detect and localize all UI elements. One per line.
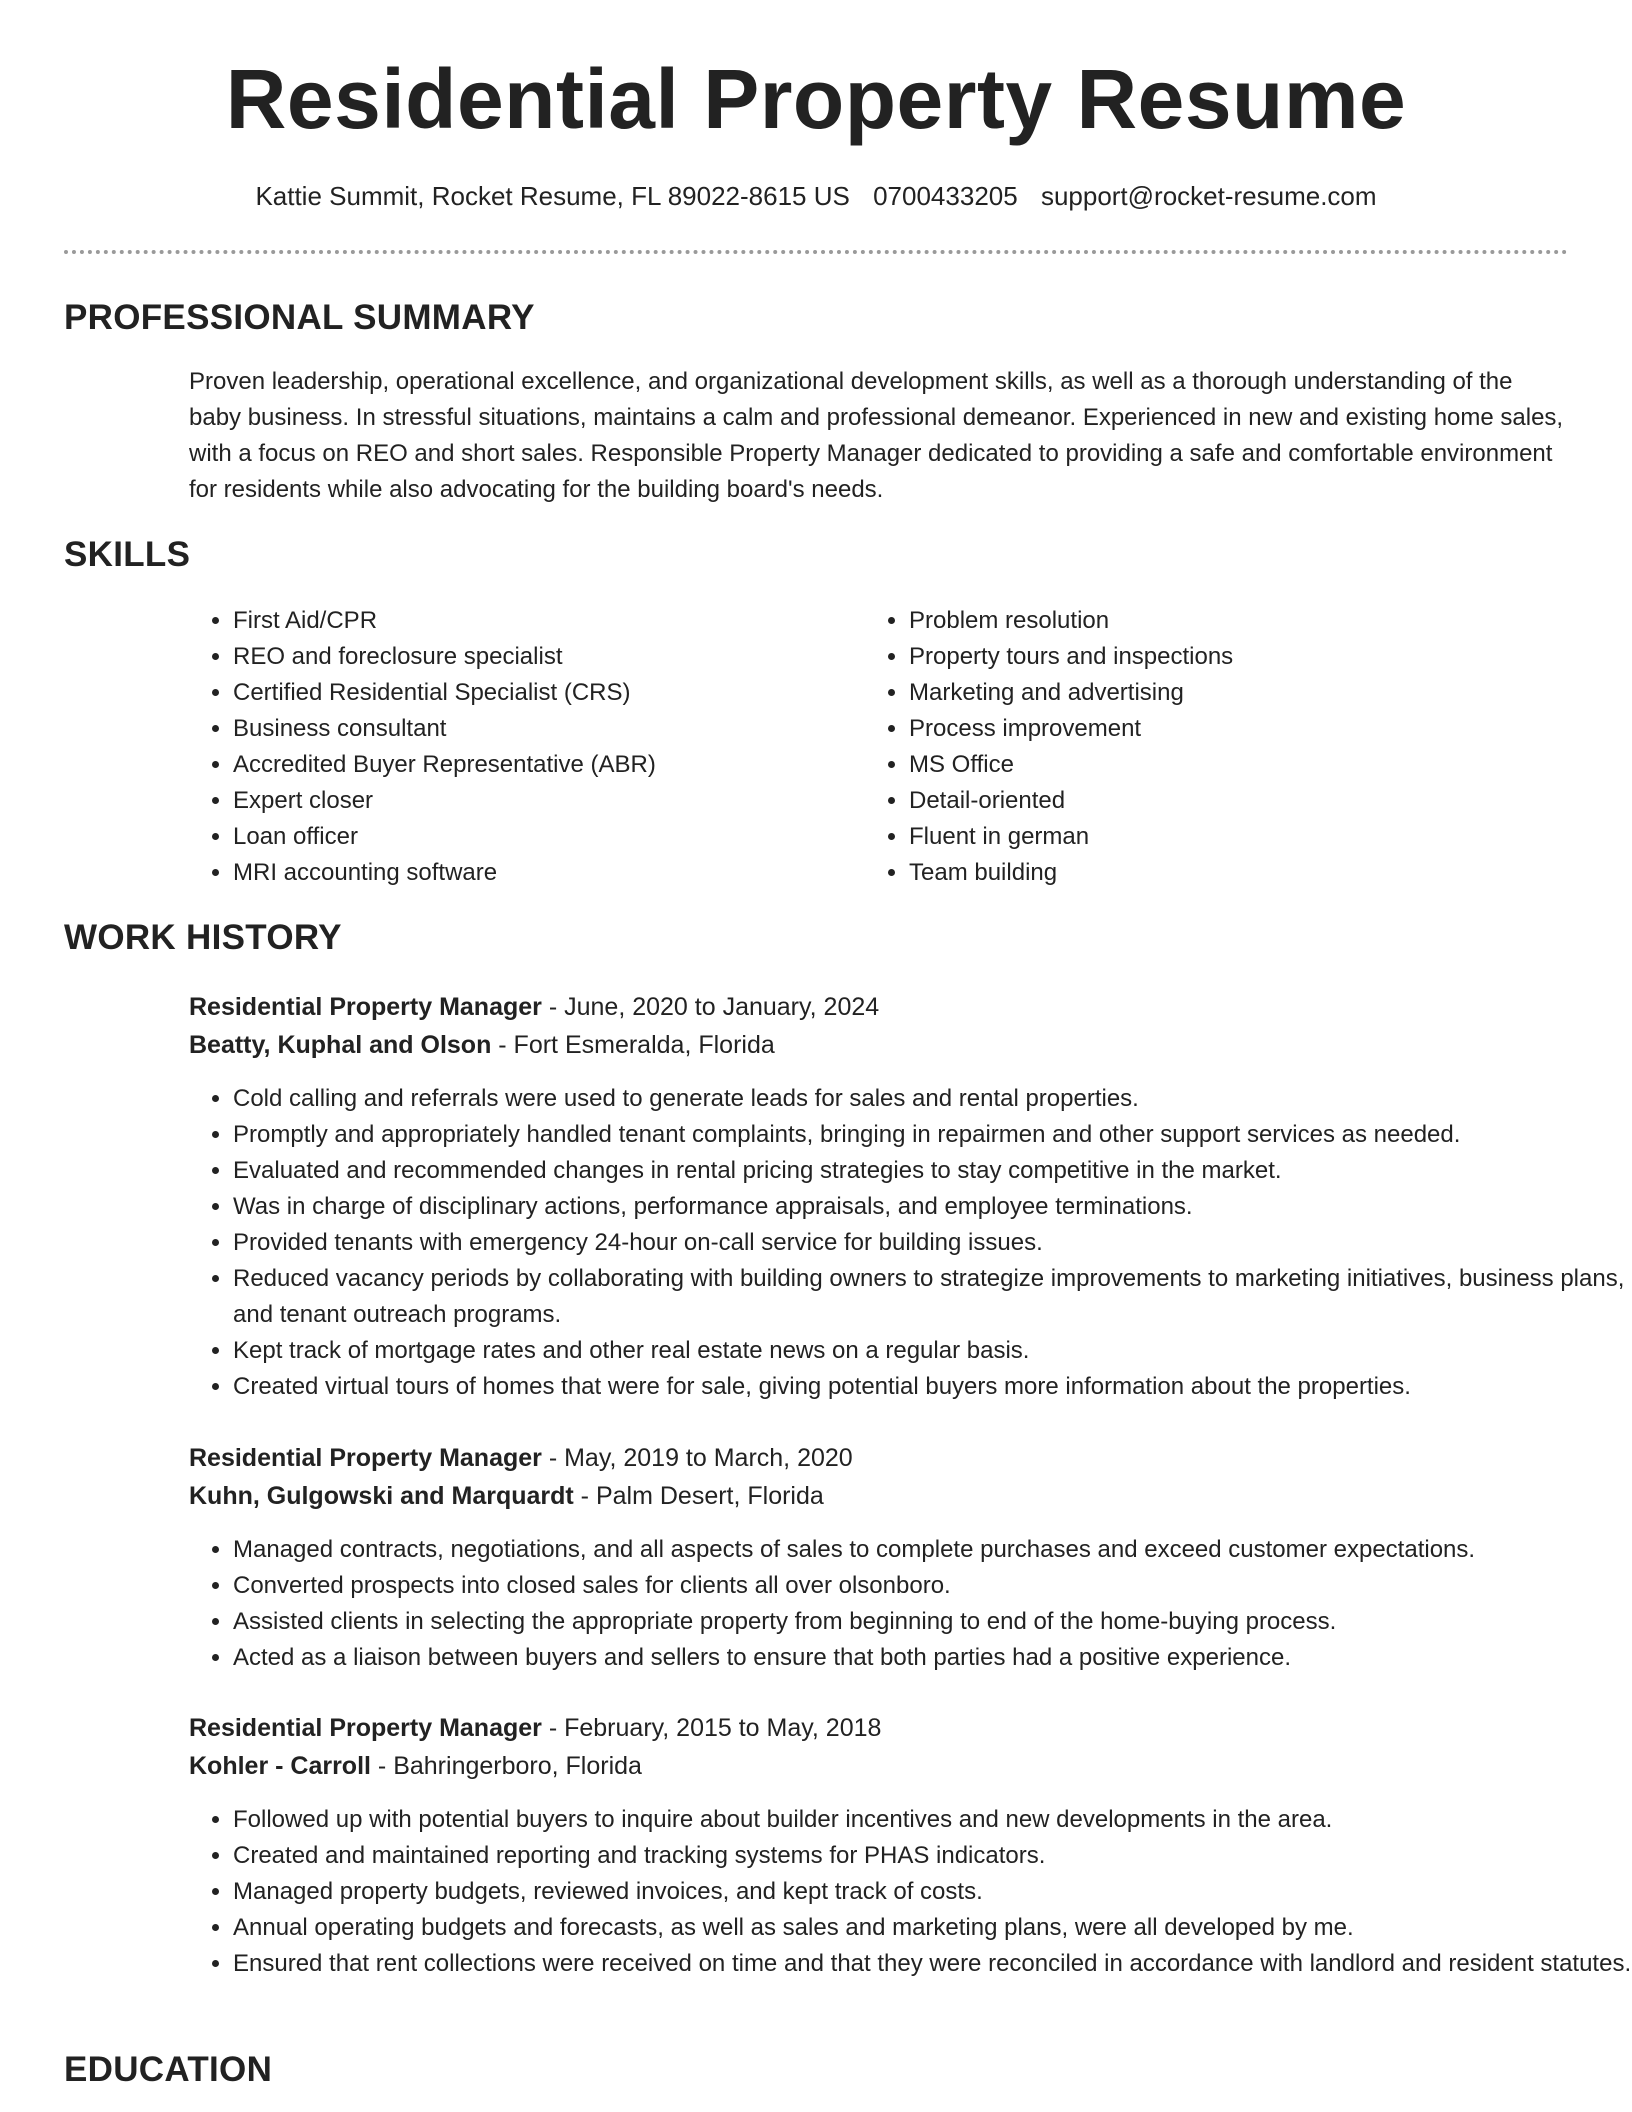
contact-phone: 0700433205 <box>873 181 1018 211</box>
skill-item: • Expert closer <box>233 783 833 819</box>
section-title-skills: SKILLS <box>64 535 191 574</box>
skill-item: • MRI accounting software <box>233 855 833 891</box>
summary-text: Proven leadership, operational excellence, and organizational development skills, as well as a thorough understanding of the baby business. In stressful situations, maintains a calm and professional demeanor. Experienced in new and existing home sales, with a focus on REO and short sales. Responsible Property Manager dedicated to providing a safe and comfortable environment for residents while also advocating for the building board's needs. <box>189 368 1564 503</box>
section-title-work-history: WORK HISTORY <box>64 918 342 957</box>
job-company-line <box>189 1026 775 1064</box>
job-bullet: • Was in charge of disciplinary actions, performance appraisals, and employee terminations. <box>233 1189 1632 1225</box>
job-bullet: • Reduced vacancy periods by collaborating with building owners to strategize improvements to marketing initiatives, business plans, and tenant outreach programs. <box>233 1261 1632 1333</box>
job-dates: - June, 2020 to January, 2024 <box>541 993 880 1021</box>
job-bullets <box>189 1802 1632 1982</box>
job-bullet: • Promptly and appropriately handled tenant complaints, bringing in repairmen and other support services as needed. <box>233 1117 1632 1153</box>
job-bullets <box>189 1532 1632 1676</box>
header-divider <box>64 250 1568 254</box>
job-bullet: • Created and maintained reporting and tracking systems for PHAS indicators. <box>233 1838 1632 1874</box>
job-company: Kohler - Carroll <box>189 1752 371 1780</box>
skill-item: • Process improvement <box>909 711 1549 747</box>
section-title-summary: PROFESSIONAL SUMMARY <box>64 298 535 337</box>
job-title-line <box>189 988 879 1026</box>
skill-item: • Business consultant <box>233 711 833 747</box>
skill-item: • Detail-oriented <box>909 783 1549 819</box>
job-company: Kuhn, Gulgowski and Marquardt <box>189 1482 574 1510</box>
skill-item: • Loan officer <box>233 819 833 855</box>
resume-title: Residential Property Resume <box>225 52 1407 146</box>
job-title: Residential Property Manager <box>189 1444 542 1472</box>
job-bullet: • Assisted clients in selecting the appropriate property from beginning to end of the home-buying process. <box>233 1604 1632 1640</box>
job-bullet: • Kept track of mortgage rates and other real estate news on a regular basis. <box>233 1333 1632 1369</box>
job-bullet: • Followed up with potential buyers to inquire about builder incentives and new developments in the area. <box>233 1802 1632 1838</box>
contact-address: Kattie Summit, Rocket Resume, FL 89022-8615 US <box>255 181 850 211</box>
contact-email: support@rocket-resume.com <box>1040 181 1377 211</box>
job-bullet: • Evaluated and recommended changes in rental pricing strategies to stay competitive in the market. <box>233 1153 1632 1189</box>
job-company-line <box>189 1477 824 1515</box>
job-bullet: • Created virtual tours of homes that were for sale, giving potential buyers more information about the properties. <box>233 1369 1632 1405</box>
job-location: - Bahringerboro, Florida <box>370 1752 642 1780</box>
skill-item: • First Aid/CPR <box>233 603 833 639</box>
job-bullet: • Provided tenants with emergency 24-hour on-call service for building issues. <box>233 1225 1632 1261</box>
skill-item: • Problem resolution <box>909 603 1549 639</box>
job-title-line <box>189 1709 881 1747</box>
job-bullet: • Converted prospects into closed sales for clients all over olsonboro. <box>233 1568 1632 1604</box>
job-location: - Fort Esmeralda, Florida <box>491 1031 775 1059</box>
job-bullets <box>189 1081 1632 1405</box>
job-bullet: • Managed contracts, negotiations, and all aspects of sales to complete purchases and exceed customer expectations. <box>233 1532 1632 1568</box>
section-title-education: EDUCATION <box>64 2050 273 2089</box>
skill-item: • Certified Residential Specialist (CRS) <box>233 675 833 711</box>
job-bullet: • Managed property budgets, reviewed invoices, and kept track of costs. <box>233 1874 1632 1910</box>
contact-line <box>0 181 1632 212</box>
job-title: Residential Property Manager <box>189 993 542 1021</box>
skill-item: • Marketing and advertising <box>909 675 1549 711</box>
job-bullet: • Ensured that rent collections were received on time and that they were reconciled in accordance with landlord and resident statutes. <box>233 1946 1632 1982</box>
job-bullet: • Acted as a liaison between buyers and sellers to ensure that both parties had a positive experience. <box>233 1640 1632 1676</box>
job-location: - Palm Desert, Florida <box>573 1482 824 1510</box>
job-company-line <box>189 1747 642 1785</box>
job-title: Residential Property Manager <box>189 1714 542 1742</box>
skill-item: • Team building <box>909 855 1549 891</box>
job-dates: - February, 2015 to May, 2018 <box>541 1714 882 1742</box>
skill-item: • Accredited Buyer Representative (ABR) <box>233 747 833 783</box>
job-title-line <box>189 1439 853 1477</box>
skill-item: • MS Office <box>909 747 1549 783</box>
job-dates: - May, 2019 to March, 2020 <box>541 1444 853 1472</box>
skills-list-left <box>189 603 833 891</box>
skill-item: • Property tours and inspections <box>909 639 1549 675</box>
skill-item: • REO and foreclosure specialist <box>233 639 833 675</box>
skills-list-right <box>865 603 1549 891</box>
job-company: Beatty, Kuphal and Olson <box>189 1031 492 1059</box>
job-bullet: • Cold calling and referrals were used to generate leads for sales and rental properties. <box>233 1081 1632 1117</box>
skill-item: • Fluent in german <box>909 819 1549 855</box>
job-bullet: • Annual operating budgets and forecasts, as well as sales and marketing plans, were all developed by me. <box>233 1910 1632 1946</box>
